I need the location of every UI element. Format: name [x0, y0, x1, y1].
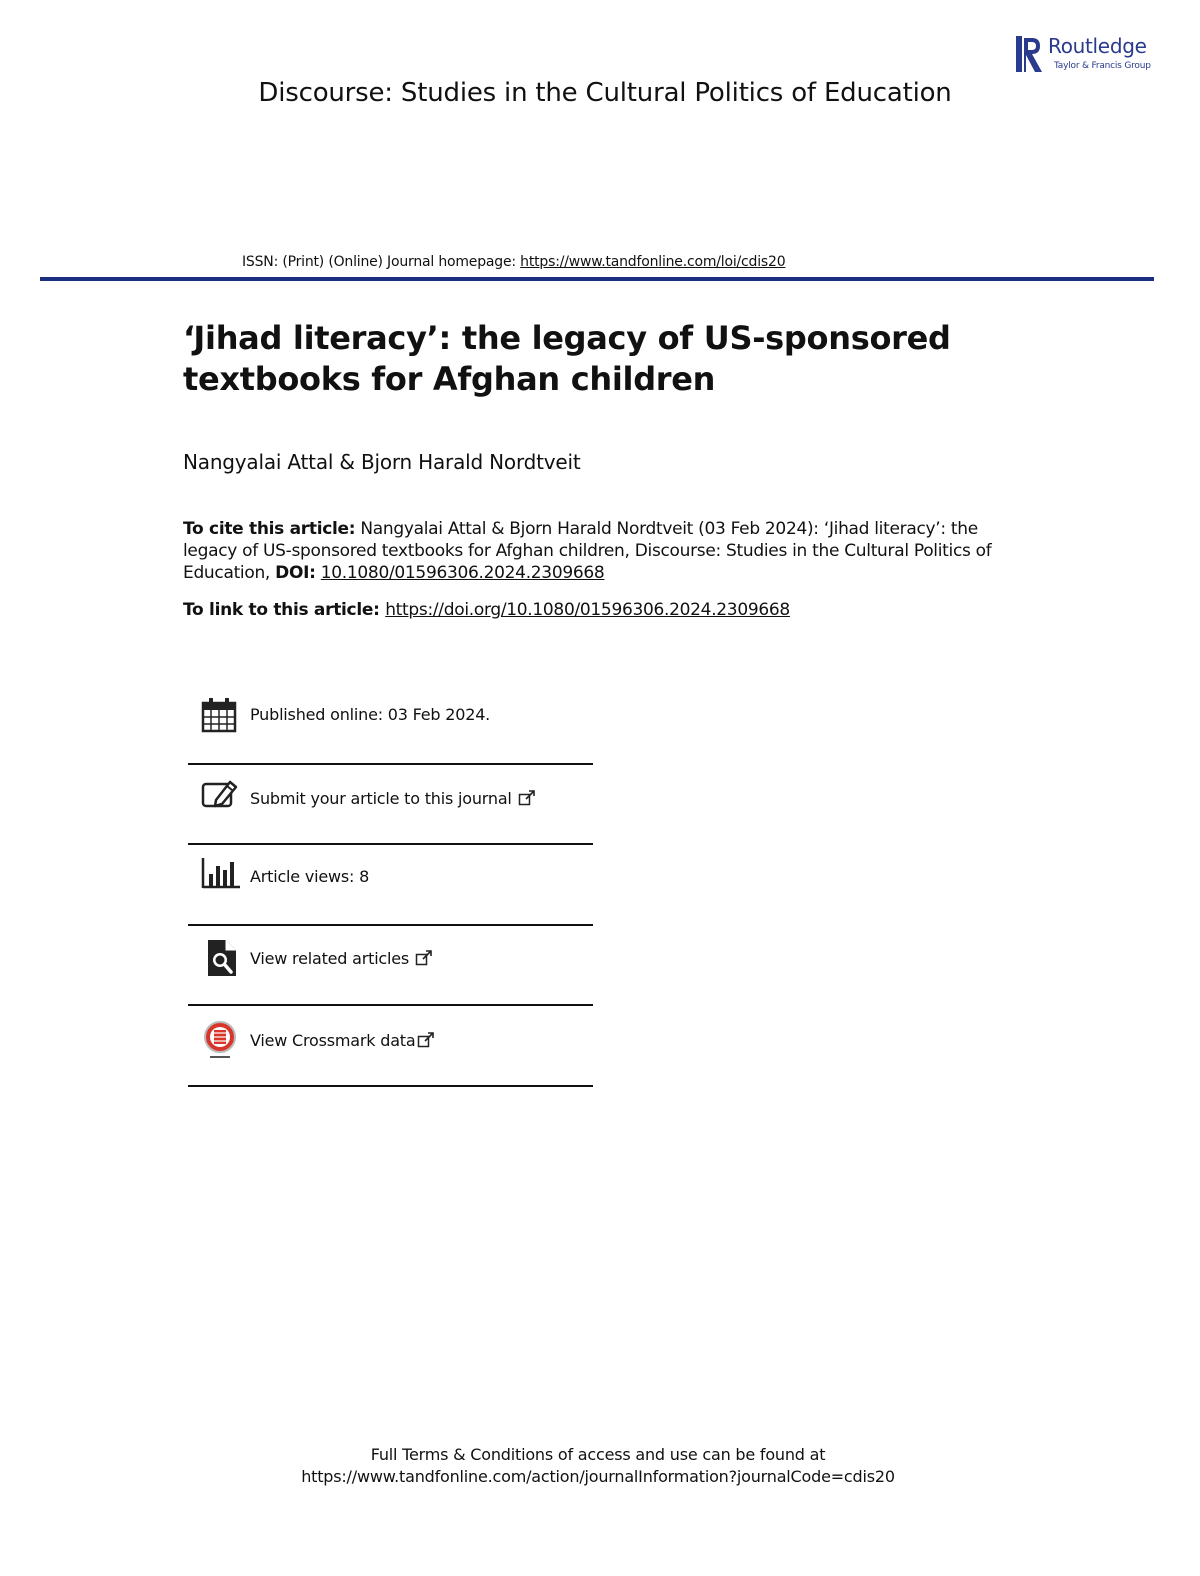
issn-line — [242, 254, 785, 270]
terms-url[interactable]: https://www.tandfonline.com/action/journalInformation?journalCode=cdis20 — [301, 1467, 895, 1486]
article-views-row — [190, 856, 595, 916]
crossmark-text[interactable] — [250, 1031, 435, 1050]
info-divider — [188, 924, 593, 926]
external-link-icon — [417, 1032, 435, 1048]
published-online-row — [190, 696, 595, 756]
issn-prefix: ISSN: (Print) (Online) Journal homepage: — [242, 254, 521, 270]
routledge-r-icon — [1014, 34, 1044, 74]
info-divider — [188, 1004, 593, 1006]
article-link-label: To link to this article: — [183, 600, 386, 620]
submit-article-label[interactable]: Submit your article to this journal — [250, 789, 512, 808]
bar-chart-icon — [200, 856, 240, 896]
article-title — [183, 318, 1003, 400]
routledge-logo — [1014, 34, 1164, 74]
article-doi-url-link[interactable]: https://doi.org/10.1080/01596306.2024.2309668 — [385, 600, 790, 620]
crossmark-row[interactable] — [190, 1020, 595, 1080]
external-link-icon — [415, 950, 433, 966]
article-views-text: Article views: 8 — [250, 867, 370, 886]
related-articles-row[interactable] — [190, 938, 595, 998]
edit-icon — [200, 778, 240, 818]
doi-label: DOI: — [275, 563, 316, 583]
info-divider — [188, 843, 593, 845]
terms-line: Full Terms & Conditions of access and use can be found at — [370, 1445, 826, 1464]
journal-title: Discourse: Studies in the Cultural Politics of Education — [258, 78, 952, 108]
doi-link[interactable]: 10.1080/01596306.2024.2309668 — [320, 563, 605, 583]
crossmark-label[interactable]: View Crossmark data — [250, 1031, 416, 1050]
submit-article-text[interactable] — [250, 789, 536, 808]
article-link-line — [183, 600, 790, 620]
article-authors: Nangyalai Attal & Bjorn Harald Nordtveit — [183, 450, 581, 474]
calendar-icon — [200, 696, 240, 736]
article-title-line-2: textbooks for Afghan children — [183, 360, 716, 398]
publisher-tagline: Taylor & Francis Group — [1054, 61, 1151, 71]
related-articles-label[interactable]: View related articles — [250, 949, 410, 968]
published-online-text: Published online: 03 Feb 2024. — [250, 705, 491, 724]
publisher-name: Routledge — [1048, 34, 1147, 58]
info-divider — [188, 1085, 593, 1087]
submit-article-row[interactable] — [190, 778, 595, 838]
crossmark-icon — [200, 1020, 240, 1060]
external-link-icon — [518, 790, 536, 806]
terms-footer — [0, 1444, 1196, 1488]
search-document-icon — [200, 938, 240, 978]
citation-block — [183, 518, 1013, 584]
header-rule — [40, 277, 1154, 281]
journal-homepage-link[interactable]: https://www.tandfonline.com/loi/cdis20 — [520, 254, 786, 270]
article-title-line-1: ‘Jihad literacy’: the legacy of US-sponsored — [183, 319, 951, 357]
citation-text: Nangyalai Attal & Bjorn Harald Nordtveit (03 Feb 2024): ‘Jihad literacy’: the legacy of US-sponsored textbooks for Afghan children, Discourse: Studies in the Cultural Politics of Education, — [183, 519, 992, 583]
info-divider — [188, 763, 593, 765]
related-articles-text[interactable] — [250, 949, 433, 968]
citation-label: To cite this article: — [183, 519, 356, 539]
